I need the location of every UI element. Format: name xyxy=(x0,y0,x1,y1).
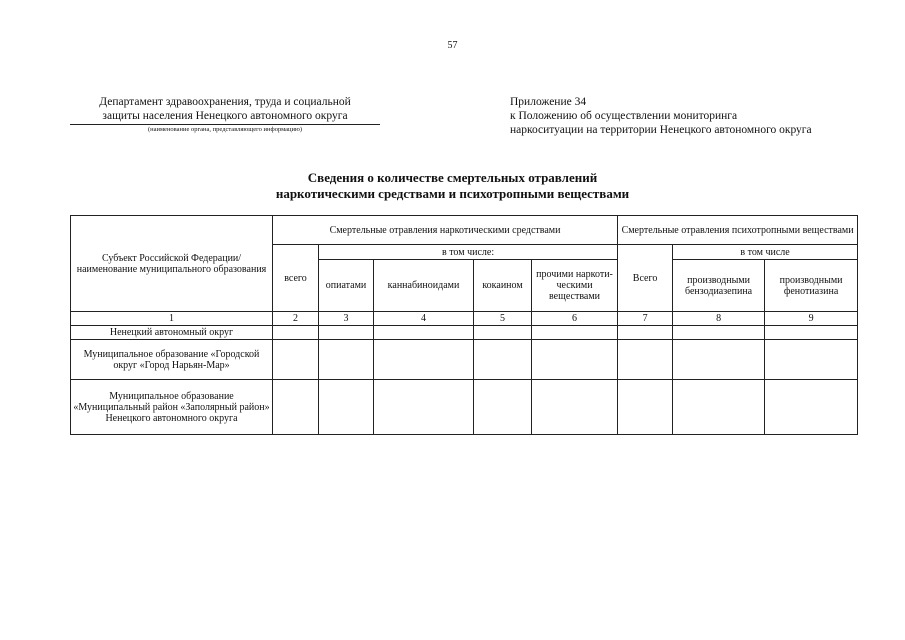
column-number: 3 xyxy=(319,312,374,326)
row-label: Муниципальное образование «Муниципальный район «Заполярный район» Ненецкого автономного округа xyxy=(71,380,273,435)
table-cell xyxy=(474,340,532,380)
table-cell xyxy=(474,380,532,435)
table-cell xyxy=(765,380,858,435)
organization-block xyxy=(70,95,380,134)
column-number: 4 xyxy=(374,312,474,326)
table-cell xyxy=(319,326,374,340)
header-including-narcotic: в том числе: xyxy=(319,245,618,260)
page-number: 57 xyxy=(447,40,458,51)
table-cell xyxy=(374,380,474,435)
row-label: Муниципальное образование «Городской округ «Город Нарьян-Мар» xyxy=(71,340,273,380)
table-cell xyxy=(273,326,319,340)
column-number: 1 xyxy=(71,312,273,326)
table-cell xyxy=(618,326,673,340)
table-cell xyxy=(319,380,374,435)
table-cell xyxy=(673,380,765,435)
table-cell xyxy=(319,340,374,380)
table-cell xyxy=(618,380,673,435)
table-cell xyxy=(618,340,673,380)
poisoning-table xyxy=(70,215,858,435)
column-number: 8 xyxy=(673,312,765,326)
organization-line-2: защиты населения Ненецкого автономного округа xyxy=(102,110,348,122)
appendix-block xyxy=(510,95,870,137)
table-cell xyxy=(374,326,474,340)
table-cell xyxy=(273,380,319,435)
column-number: 2 xyxy=(273,312,319,326)
table-cell xyxy=(532,340,618,380)
column-number: 7 xyxy=(618,312,673,326)
header-total-psycho: Всего xyxy=(618,245,673,312)
header-phenothiazine: производными фенотиазина xyxy=(765,260,858,312)
header-other-narcotic: прочими наркоти-ческими веществами xyxy=(532,260,618,312)
appendix-line-2: к Положению об осуществлении мониторинга xyxy=(510,110,738,122)
header-subject: Субъект Российской Федерации/ наименование муниципального образования xyxy=(71,216,273,312)
header-including-psycho: в том числе xyxy=(673,245,858,260)
column-number: 9 xyxy=(765,312,858,326)
organization-line-1: Департамент здравоохранения, труда и социальной xyxy=(99,96,351,108)
title-line-1: Сведения о количестве смертельных отравлений xyxy=(307,170,598,185)
table-row xyxy=(71,340,858,380)
table-cell xyxy=(374,340,474,380)
header-narcotic-group: Смертельные отравления наркотическими средствами xyxy=(273,216,618,245)
table-cell xyxy=(532,380,618,435)
row-label: Ненецкий автономный округ xyxy=(71,326,273,340)
organization-caption: (наименование органа, представляющего информацию) xyxy=(147,126,303,133)
organization-underline xyxy=(70,124,380,125)
header-opiates: опиатами xyxy=(319,260,374,312)
appendix-line-3: наркоситуации на территории Ненецкого автономного округа xyxy=(510,124,812,136)
table-cell xyxy=(273,340,319,380)
table-cell xyxy=(673,340,765,380)
table-cell xyxy=(765,340,858,380)
table-cell xyxy=(474,326,532,340)
header-total-narcotic: всего xyxy=(273,245,319,312)
column-number: 5 xyxy=(474,312,532,326)
table-row xyxy=(71,326,858,340)
document-title xyxy=(0,170,905,202)
header-benzodiazepine: производными бензодиазепина xyxy=(673,260,765,312)
header-psycho-group: Смертельные отравления психотропными веществами xyxy=(618,216,858,245)
table-row xyxy=(71,380,858,435)
appendix-line-1: Приложение 34 xyxy=(510,96,587,108)
table-cell xyxy=(532,326,618,340)
table-cell xyxy=(673,326,765,340)
header-cannabinoids: каннабиноидами xyxy=(374,260,474,312)
header-cocaine: кокаином xyxy=(474,260,532,312)
table-cell xyxy=(765,326,858,340)
column-number: 6 xyxy=(532,312,618,326)
title-line-2: наркотическими средствами и психотропными веществами xyxy=(275,186,630,201)
